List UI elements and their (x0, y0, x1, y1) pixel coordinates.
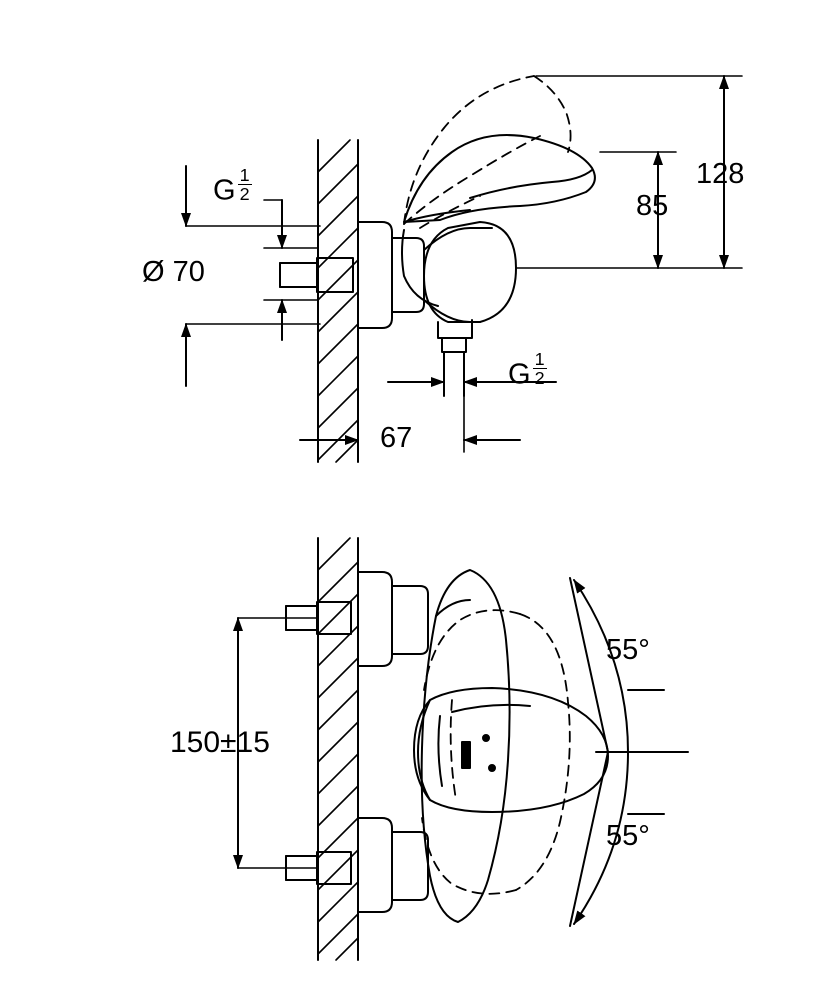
label-150-plusminus-15: 150±15 (170, 726, 270, 759)
label-diameter-70: Ø 70 (142, 256, 205, 288)
label-swivel-lower: 55° (606, 820, 650, 852)
label-g-half-top: G $\frac{1}{2}$ (213, 165, 250, 207)
lever-handle-bottom-view (414, 688, 608, 812)
label-g-half-bottom: G $\frac{1}{2}$ (508, 349, 545, 391)
label-85: 85 (636, 190, 669, 222)
lever-dashed-position-top-view (404, 76, 571, 228)
lever-handle-top-view (404, 135, 595, 222)
label-67: 67 (380, 422, 413, 454)
swivel-arc (570, 578, 688, 926)
mixer-body-top-view (358, 222, 516, 396)
cartridge-marks (462, 735, 495, 771)
wall-top-view (318, 140, 358, 462)
label-swivel-upper: 55° (606, 634, 650, 666)
label-128: 128 (696, 158, 745, 190)
